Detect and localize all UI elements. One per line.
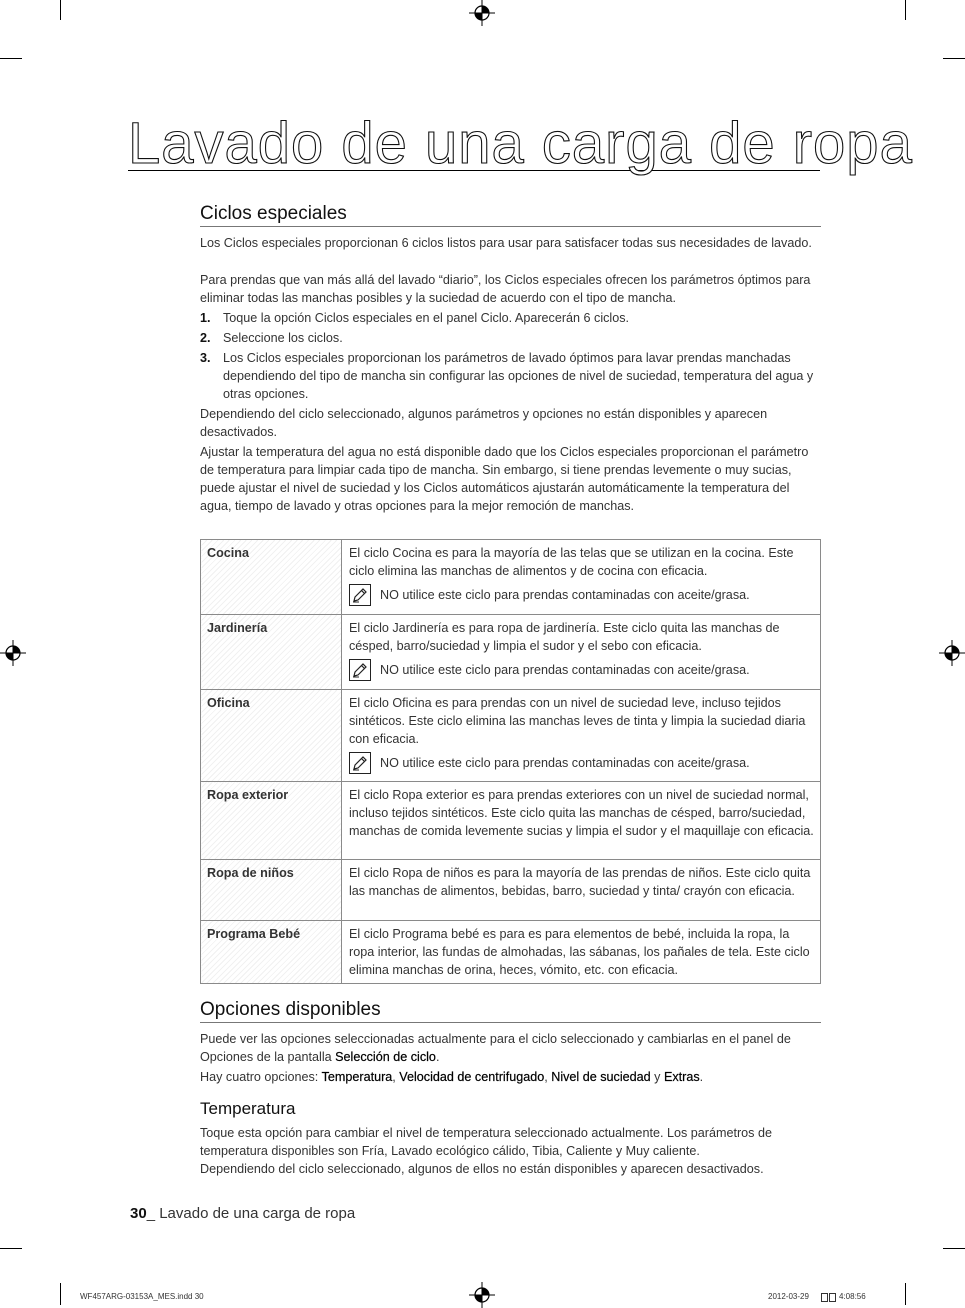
step-number: 1. [200,311,211,325]
registration-mark-icon [469,0,495,26]
caution-note-text: NO utilice este ciclo para prendas contaminadas con aceite/grasa. [380,756,750,770]
section-heading-opciones-disponibles: Opciones disponibles [200,999,821,1023]
registration-mark-icon [0,640,26,666]
cycle-name: Programa Bebé [201,921,342,984]
table-row [201,860,821,921]
cycle-description: El ciclo Ropa exterior es para prendas exteriores con un nivel de suciedad normal, incluso tejidos sintéticos. Este ciclo quita las manchas de césped, barro/suciedad, manchas de comida levemente sucias y limpia el sudor y el maquillaje con eficacia. [349,788,814,838]
cycle-name: Cocina [201,540,342,615]
step-item [200,349,822,403]
subsection-heading-temperatura: Temperatura [200,1099,296,1118]
crop-mark [0,1248,22,1249]
page-footer [130,1205,355,1222]
option-name: Nivel de suciedad [551,1070,651,1084]
step-item [200,329,822,347]
table-row [201,540,821,615]
step-text: Toque la opción Ciclos especiales en el panel Ciclo. Aparecerán 6 ciclos. [223,311,630,325]
table-row [201,782,821,860]
caution-note [349,752,814,774]
option-name: Velocidad de centrifugado [399,1070,545,1084]
option-name: Temperatura [321,1070,393,1084]
table-row [201,615,821,690]
slug-box-icon [829,1293,836,1302]
step-text: Seleccione los ciclos. [223,331,343,345]
crop-mark [943,58,965,59]
cycle-description-cell [342,690,821,782]
cycle-description-cell [342,782,821,860]
step-text: Los Ciclos especiales proporcionan los parámetros de lavado óptimos para lavar prendas manchadas dependiendo del tipo de mancha sin configurar las opciones de nivel de suciedad, temperatura del agua y otras opciones. [223,351,814,401]
body-paragraph: Ajustar la temperatura del agua no está disponible dado que los Ciclos especiales proporcionan el parámetro de temperatura para limpiar cada tipo de mancha. Sin embargo, si tiene prendas levemente o muy sucias, puede ajustar el nivel de suciedad y los Ciclos automáticos ajustarán automáticamente la temperatura del agua, tiempo de lavado y otras opciones para la mejor remoción de manchas. [200,445,809,513]
cycle-description-cell [342,921,821,984]
note-pencil-icon [349,752,371,774]
text-run: , [544,1070,552,1084]
page-number: 30 [130,1205,147,1222]
page-title: Lavado de una carga de ropa [128,111,913,176]
cycle-name: Ropa de niños [201,860,342,921]
cycle-name: Oficina [201,690,342,782]
crop-mark [905,0,906,20]
intro-paragraph: Para prendas que van más allá del lavado “diario”, los Ciclos especiales ofrecen los parámetros óptimos para eliminar todas las manchas posibles y la suciedad de acuerdo con el tipo de mancha. [200,273,811,305]
text-run: . [699,1070,704,1084]
cycles-table [200,539,821,984]
options-paragraph [200,1030,822,1066]
text-run: y [650,1070,664,1084]
slug-date: 2012-03-29 [768,1292,809,1301]
section-heading-ciclos-especiales: Ciclos especiales [200,203,821,227]
cycle-description-cell [342,615,821,690]
cycle-description: El ciclo Ropa de niños es para la mayoría de las prendas de niños. Este ciclo quita las manchas de alimentos, bebidas, barro, suciedad y tinta/ crayón con eficacia. [349,866,811,898]
emphasis-text: Selección de ciclo [335,1050,436,1064]
text-run: Hay cuatro opciones: [200,1070,322,1084]
registration-mark-icon [469,1282,495,1308]
caution-note-text: NO utilice este ciclo para prendas contaminadas con aceite/grasa. [380,588,750,602]
cycle-description: El ciclo Jardinería es para ropa de jardinería. Este ciclo quita las manchas de césped, barro/suciedad y limpia el sudor y el sebo con eficacia. [349,621,780,653]
temperature-paragraph: Dependiendo del ciclo seleccionado, algunos de ellos no están disponibles y aparecen desactivados. [200,1162,764,1176]
caution-note [349,584,814,606]
note-pencil-icon [349,584,371,606]
slug-filename: WF457ARG-03153A_MES.indd 30 [80,1292,204,1301]
footer-running-title: Lavado de una carga de ropa [155,1205,356,1222]
crop-mark [905,1283,906,1305]
cycle-description-cell [342,540,821,615]
caution-note [349,659,814,681]
step-item [200,309,822,327]
text-run: Puede ver las opciones seleccionadas actualmente para el ciclo seleccionado y cambiarlas en el panel de Opciones de la pantalla [200,1032,791,1064]
crop-mark [943,1248,965,1249]
slug-time: 4:08:56 [839,1292,866,1301]
text-run: , [392,1070,400,1084]
table-row [201,690,821,782]
footer-separator: _ [146,1205,156,1222]
note-pencil-icon [349,659,371,681]
cycle-name: Jardinería [201,615,342,690]
body-paragraph: Dependiendo del ciclo seleccionado, algunos parámetros y opciones no están disponibles y aparecen desactivados. [200,407,768,439]
options-list-paragraph [200,1068,822,1086]
intro-paragraph: Los Ciclos especiales proporcionan 6 ciclos listos para usar para satisfacer todas sus necesidades de lavado. [200,236,812,250]
cycle-description: El ciclo Oficina es para prendas con un nivel de suciedad leve, incluso tejidos sintéticos. Este ciclo elimina las manchas leves de tinta y limpia la suciedad diaria con eficacia. [349,696,806,746]
registration-mark-icon [939,640,965,666]
cycle-description: El ciclo Cocina es para la mayoría de las telas que se utilizan en la cocina. Este ciclo elimina las manchas de alimentos y de cocina con eficacia. [349,546,794,578]
crop-mark [0,58,22,59]
cycle-name: Ropa exterior [201,782,342,860]
table-row [201,921,821,984]
slug-box-icon [821,1293,828,1302]
temperature-paragraph: Toque esta opción para cambiar el nivel de temperatura seleccionado actualmente. Los parámetros de temperatura disponibles son Fría, Lavado ecológico cálido, Tibia, Caliente y Muy caliente. [200,1126,772,1158]
crop-mark [60,1283,61,1305]
crop-mark [60,0,61,20]
caution-note-text: NO utilice este ciclo para prendas contaminadas con aceite/grasa. [380,663,750,677]
cycle-description: El ciclo Programa bebé es para es para elementos de bebé, incluida la ropa, la ropa interior, las fundas de almohadas, las sábanas, los pañales de tela. Este ciclo elimina manchas de orina, heces, vómito, etc. con eficacia. [349,927,810,977]
option-name: Extras [663,1070,700,1084]
cycle-description-cell [342,860,821,921]
step-number: 3. [200,351,211,365]
text-run: . [435,1050,440,1064]
step-number: 2. [200,331,211,345]
